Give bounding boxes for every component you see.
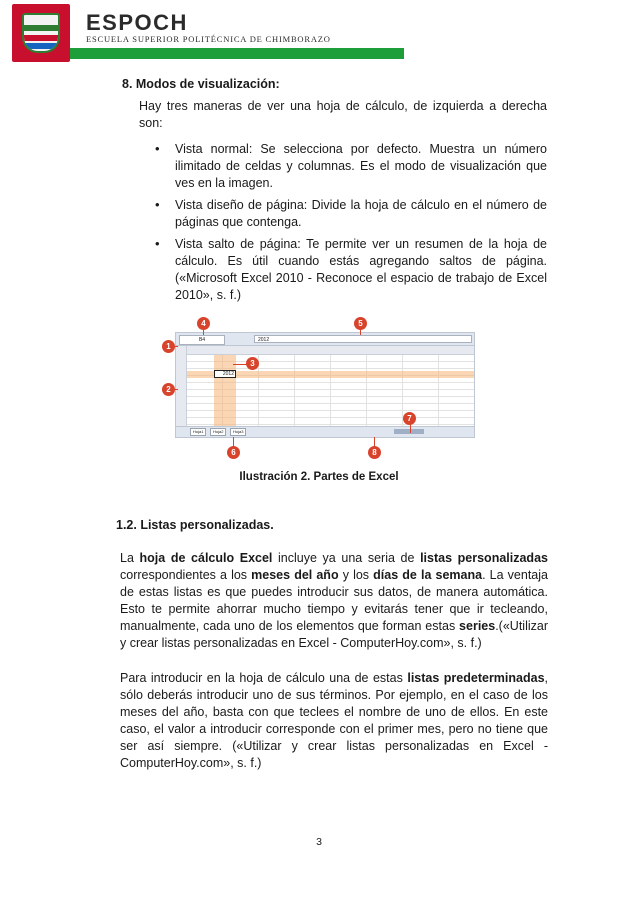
- section-8-heading: 8. Modos de visualización:: [122, 77, 280, 91]
- name-box: B4: [179, 335, 225, 345]
- marker-line: [233, 364, 247, 365]
- bullet-vista-diseno: Vista diseño de página: Divide la hoja de cálculo en el número de páginas que contenga.: [175, 198, 547, 229]
- selected-column-highlight: [214, 346, 236, 434]
- excel-screenshot: [175, 332, 475, 438]
- marker-line: [410, 425, 411, 433]
- bullet-dot: •: [155, 141, 160, 156]
- sheet-tab: Hoja2: [210, 428, 226, 436]
- formula-input: 2012: [254, 335, 472, 343]
- bullet-vista-normal: Vista normal: Se selecciona por defecto. Muestra un número ilimitado de celdas y columnas. Es el modo de visualización que ves en la imagen.: [175, 142, 547, 190]
- sheet-tab: Hoja1: [190, 428, 206, 436]
- header-green-bar: [70, 48, 404, 59]
- figure-marker-6: 6: [227, 446, 240, 459]
- bullet-dot: •: [155, 197, 160, 212]
- paragraph-predeterminadas: Para introducir en la hoja de cálculo una de estas listas predeterminadas, sólo deberás introducir uno de sus términos. Por ejemplo, en el caso de los meses del año, basta con que teclees el nombre de uno de ellos. En este caso, el valor a introducir corresponde con el primer mes, pero no tiene que ser así siempre. («Utilizar y crear listas personalizadas en Excel - ComputerHoy.com», s. f.): [120, 671, 549, 770]
- column-headers: [176, 346, 474, 355]
- figure-marker-5: 5: [354, 317, 367, 330]
- bullet-dot: •: [155, 236, 160, 251]
- view-controls: [394, 429, 424, 434]
- section-8-intro: Hay tres maneras de ver una hoja de cálculo, de izquierda a derecha son:: [139, 99, 547, 130]
- figure-marker-2: 2: [162, 383, 175, 396]
- sheet-tab: Hoja3: [230, 428, 246, 436]
- figure-marker-1: 1: [162, 340, 175, 353]
- paragraph-listas: La hoja de cálculo Excel incluye ya una seria de listas personalizadas correspondientes a los meses del año y los días de la semana. La ventaja de estas listas es que puedes introducir sus datos, de manera automática. Esto te permite ahorrar mucho tiempo y evitarás tener que ir tecleando, manualmente, cada uno de los elementos que forman estas series.(«Utilizar y crear listas personalizadas en Excel - ComputerHoy.com», s. f.): [120, 551, 548, 650]
- figure-marker-7: 7: [403, 412, 416, 425]
- espoch-logo: [12, 4, 70, 62]
- row-headers: [176, 346, 187, 434]
- active-cell: 2012: [214, 370, 236, 378]
- brand-subtitle: ESCUELA SUPERIOR POLITÉCNICA DE CHIMBORAZO: [86, 34, 331, 44]
- bullet-vista-salto: Vista salto de página: Te permite ver un resumen de la hoja de cálculo. Es útil cuando estás agregando saltos de página.(«Microsoft Excel 2010 - Reconoce el espacio de trabajo de Excel 2010», s. f.): [175, 237, 547, 302]
- figure-marker-8: 8: [368, 446, 381, 459]
- brand-name: ESPOCH: [86, 10, 188, 35]
- shield-icon: [22, 13, 60, 53]
- figure-marker-4: 4: [197, 317, 210, 330]
- figure-marker-3: 3: [246, 357, 259, 370]
- section-1-2-heading: 1.2. Listas personalizadas.: [116, 518, 274, 532]
- figure-caption: Ilustración 2. Partes de Excel: [239, 471, 399, 483]
- page-number: 3: [316, 836, 322, 848]
